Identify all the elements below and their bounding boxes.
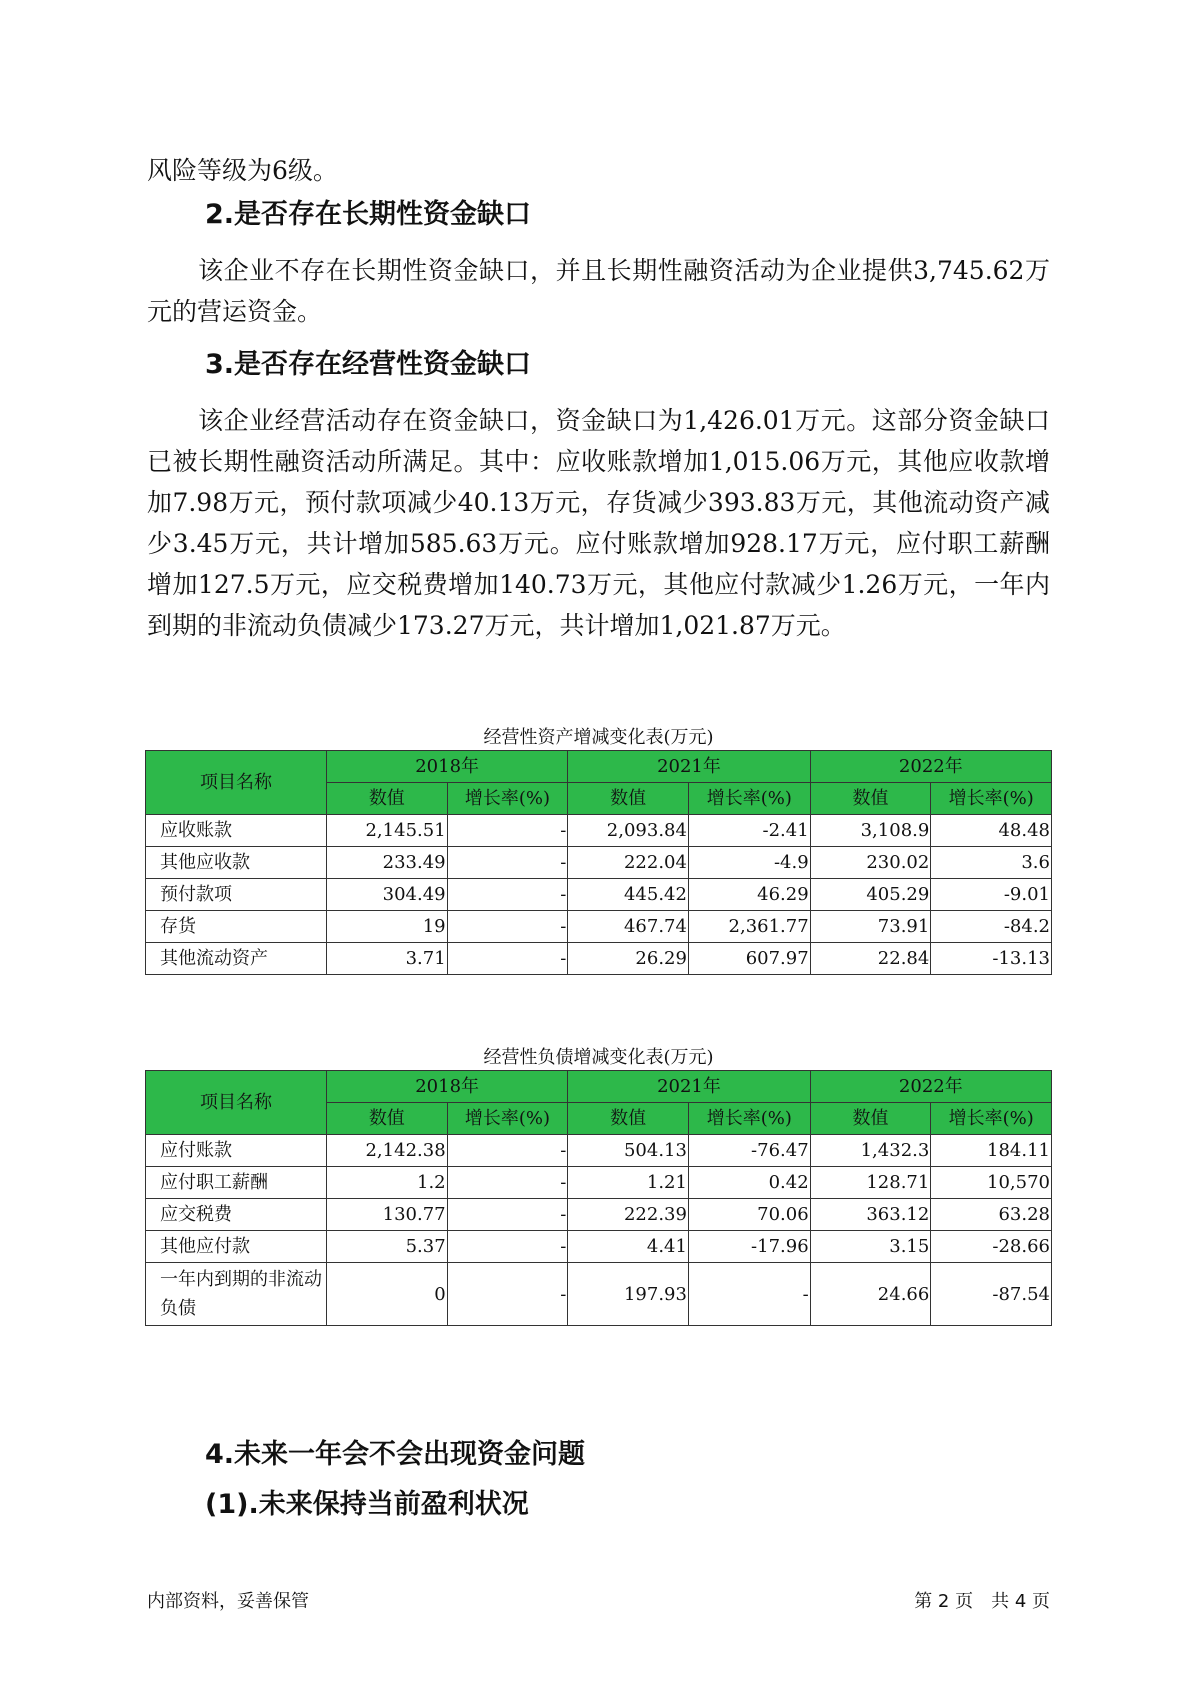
cell-value: 222.04: [568, 847, 689, 879]
cell-value: 1,432.3: [810, 1135, 931, 1167]
cell-value: 230.02: [810, 847, 931, 879]
footer-confidential-note: 内部资料，妥善保管: [147, 1591, 309, 1612]
heading-long-term-gap: 2.是否存在长期性资金缺口: [205, 199, 532, 230]
cell-growth: -9.01: [931, 879, 1052, 911]
cell-value: 363.12: [810, 1199, 931, 1231]
table-row: [146, 847, 1052, 879]
cell-value: 405.29: [810, 879, 931, 911]
liability-change-table: [145, 1070, 1052, 1326]
row-label: 应交税费: [146, 1199, 327, 1231]
table-row: [146, 815, 1052, 847]
row-label: 其他应收款: [146, 847, 327, 879]
table-header-row: [146, 1071, 1052, 1103]
cell-value: 222.39: [568, 1199, 689, 1231]
cell-growth: -: [447, 1231, 568, 1263]
cell-growth: 184.11: [931, 1135, 1052, 1167]
header-growth: 增长率(%): [688, 783, 810, 815]
cell-value: 445.42: [568, 879, 689, 911]
table-row: [146, 1167, 1052, 1199]
cell-value: 3.71: [326, 943, 447, 975]
cell-growth: -76.47: [688, 1135, 810, 1167]
cell-growth: -13.13: [931, 943, 1052, 975]
table-row: [146, 943, 1052, 975]
header-growth: 增长率(%): [447, 1103, 568, 1135]
table-row: [146, 911, 1052, 943]
cell-growth: 48.48: [931, 815, 1052, 847]
cell-value: 233.49: [326, 847, 447, 879]
table-row: [146, 1199, 1052, 1231]
cell-value: 0: [326, 1263, 447, 1326]
header-value: 数值: [810, 1103, 931, 1135]
asset-change-table: [145, 750, 1052, 975]
cell-growth: -2.41: [688, 815, 810, 847]
cell-growth: -: [447, 1263, 568, 1326]
header-value: 数值: [810, 783, 931, 815]
cell-value: 3.15: [810, 1231, 931, 1263]
row-label: 其他流动资产: [146, 943, 327, 975]
cell-growth: -: [447, 847, 568, 879]
paragraph-long-term-gap: 该企业不存在长期性资金缺口，并且长期性融资活动为企业提供3,745.62万元的营运资金。: [147, 256, 1050, 326]
header-item-name: 项目名称: [146, 751, 327, 815]
cell-value: 3,108.9: [810, 815, 931, 847]
table-row: [146, 879, 1052, 911]
cell-value: 73.91: [810, 911, 931, 943]
cell-value: 26.29: [568, 943, 689, 975]
cell-value: 19: [326, 911, 447, 943]
asset-table-caption: 经营性资产增减变化表(万元): [483, 727, 714, 748]
heading-operating-gap: 3.是否存在经营性资金缺口: [205, 349, 532, 380]
cell-value: 504.13: [568, 1135, 689, 1167]
cell-growth: -17.96: [688, 1231, 810, 1263]
cell-growth: 10,570: [931, 1167, 1052, 1199]
table-row: [146, 1263, 1052, 1326]
header-year: 2018年: [326, 1071, 567, 1103]
row-label: 应付账款: [146, 1135, 327, 1167]
header-year: 2018年: [326, 751, 567, 783]
header-growth: 增长率(%): [688, 1103, 810, 1135]
header-year: 2021年: [568, 751, 810, 783]
cell-value: 5.37: [326, 1231, 447, 1263]
cell-value: 1.21: [568, 1167, 689, 1199]
row-label: 存货: [146, 911, 327, 943]
cell-value: 2,093.84: [568, 815, 689, 847]
row-label: 预付款项: [146, 879, 327, 911]
cell-value: 24.66: [810, 1263, 931, 1326]
header-year: 2022年: [810, 751, 1051, 783]
header-value: 数值: [326, 1103, 447, 1135]
cell-growth: -: [447, 911, 568, 943]
cell-value: 467.74: [568, 911, 689, 943]
cell-growth: -: [447, 1199, 568, 1231]
cell-growth: 2,361.77: [688, 911, 810, 943]
cell-growth: -: [688, 1263, 810, 1326]
header-value: 数值: [568, 1103, 689, 1135]
cell-value: 2,142.38: [326, 1135, 447, 1167]
cell-value: 4.41: [568, 1231, 689, 1263]
table-row: [146, 1135, 1052, 1167]
heading-future-funding: 4.未来一年会不会出现资金问题: [205, 1439, 586, 1470]
table-header-row: [146, 751, 1052, 783]
row-label: 应付职工薪酬: [146, 1167, 327, 1199]
footer-page-number: 第 2 页 共 4 页: [914, 1591, 1050, 1612]
cell-growth: -: [447, 815, 568, 847]
cell-value: 1.2: [326, 1167, 447, 1199]
header-growth: 增长率(%): [931, 783, 1052, 815]
cell-value: 304.49: [326, 879, 447, 911]
row-label: 其他应付款: [146, 1231, 327, 1263]
row-label: 一年内到期的非流动负债: [146, 1263, 327, 1326]
cell-value: 2,145.51: [326, 815, 447, 847]
cell-value: 22.84: [810, 943, 931, 975]
cell-growth: 3.6: [931, 847, 1052, 879]
cell-growth: 607.97: [688, 943, 810, 975]
cell-growth: -84.2: [931, 911, 1052, 943]
cell-value: 128.71: [810, 1167, 931, 1199]
cell-growth: 0.42: [688, 1167, 810, 1199]
paragraph-operating-gap: 该企业经营活动存在资金缺口，资金缺口为1,426.01万元。这部分资金缺口已被长期性融资活动所满足。其中：应收账款增加1,015.06万元，其他应收款增加7.98万元，预付款项减少40.13万元，存货减少393.83万元，其他流动资产减少3.45万元，共计增加585.63万元。应付账款增加928.17万元，应付职工薪酬增加127.5万元，应交税费增加140.73万元，其他应付款减少1.26万元，一年内到期的非流动负债减少173.27万元，共计增加1,021.87万元。: [147, 406, 1050, 640]
table-row: [146, 1231, 1052, 1263]
cell-growth: -28.66: [931, 1231, 1052, 1263]
header-growth: 增长率(%): [931, 1103, 1052, 1135]
cell-growth: -: [447, 1135, 568, 1167]
header-year: 2021年: [568, 1071, 810, 1103]
header-value: 数值: [568, 783, 689, 815]
cell-value: 130.77: [326, 1199, 447, 1231]
liability-table-caption: 经营性负债增减变化表(万元): [483, 1047, 714, 1068]
cell-growth: 70.06: [688, 1199, 810, 1231]
cell-value: 197.93: [568, 1263, 689, 1326]
cell-growth: -4.9: [688, 847, 810, 879]
row-label: 应收账款: [146, 815, 327, 847]
cell-growth: -: [447, 943, 568, 975]
paragraph-risk-level: 风险等级为6级。: [147, 156, 338, 185]
cell-growth: 63.28: [931, 1199, 1052, 1231]
header-year: 2022年: [810, 1071, 1051, 1103]
cell-growth: 46.29: [688, 879, 810, 911]
cell-growth: -: [447, 1167, 568, 1199]
header-growth: 增长率(%): [447, 783, 568, 815]
header-value: 数值: [326, 783, 447, 815]
cell-growth: -87.54: [931, 1263, 1052, 1326]
cell-growth: -: [447, 879, 568, 911]
heading-keep-profitability: (1).未来保持当前盈利状况: [205, 1489, 529, 1520]
header-item-name: 项目名称: [146, 1071, 327, 1135]
